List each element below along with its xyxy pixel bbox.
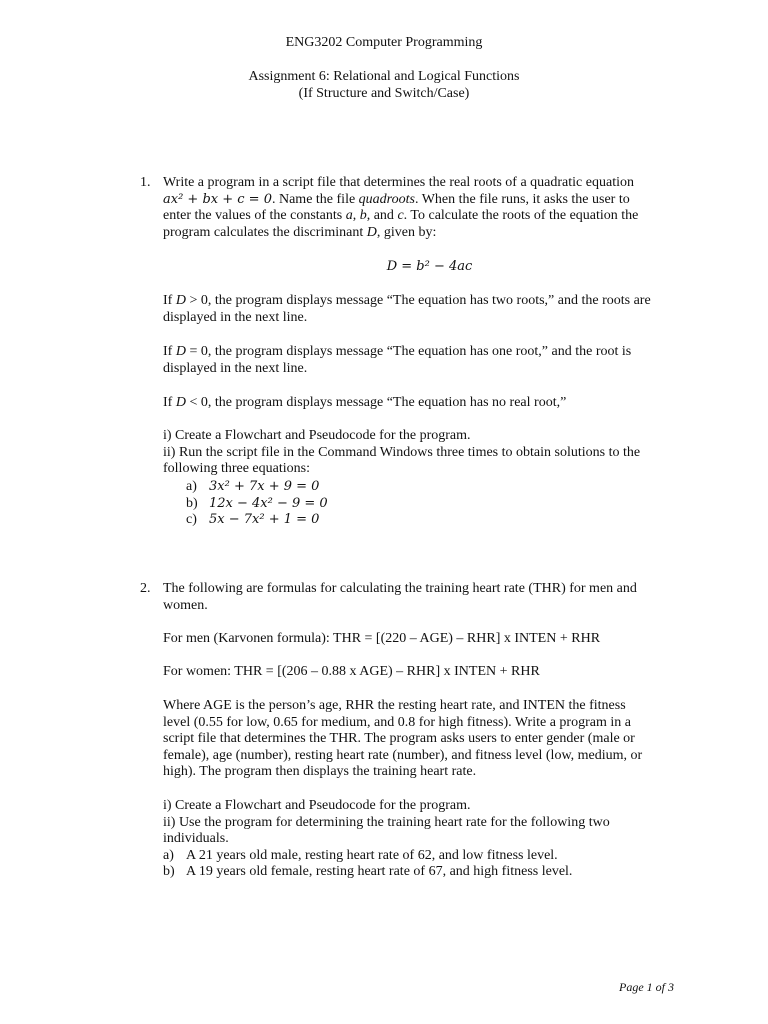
q2-task-ii-line-1: ii) Use the program for determining the training heart rate for the following two: [163, 814, 610, 830]
q2-para-line: script file that determines the THR. The program asks users to enter gender (male or: [163, 731, 635, 747]
quadratic-equation-inline: ax² + bx + c = 0: [163, 191, 272, 207]
case-3-text: < 0, the program displays message “The equation has no real root,”: [185, 395, 567, 410]
q1-line-4: [163, 225, 696, 242]
equation-item-b: [186, 496, 328, 513]
case-1-d: D: [175, 293, 186, 308]
case-1-line-2: displayed in the next line.: [163, 309, 308, 325]
case-1-if: If: [163, 293, 176, 308]
const-c: c: [397, 208, 404, 224]
case-d-negative: [163, 395, 696, 412]
question-2-number: 2.: [140, 581, 151, 596]
q2-description: [163, 698, 696, 781]
case-text: A 21 years old male, resting heart rate of 62, and low fitness level.: [186, 847, 558, 863]
page-number: Page 1 of 3: [619, 980, 674, 994]
q1-line-2-text-a: . Name the file: [271, 191, 359, 207]
equation-label: b): [186, 495, 198, 511]
q1-line-3-text-b: . To calculate the roots of the equation the: [403, 208, 639, 224]
and-text: , and: [366, 208, 398, 224]
equation-item-c: [186, 512, 328, 529]
question-1-number: 1.: [140, 175, 151, 190]
case-text: A 19 years old female, resting heart rate of 67, and high fitness level.: [186, 864, 573, 880]
equation-label: a): [186, 479, 197, 494]
q2-para-line: level (0.55 for low, 0.65 for medium, and 0.8 for high fitness). Write a program in a: [163, 714, 631, 730]
q1-line-2-text-b: . When the file runs, it asks the user to: [414, 191, 630, 207]
q2-task-i: i) Create a Flowchart and Pseudocode for the program.: [163, 798, 471, 813]
q2-task-ii-line-2: individuals.: [163, 831, 229, 847]
q1-line-3-text-a: enter the values of the constants: [163, 208, 346, 224]
discriminant-equation: [163, 259, 696, 275]
case-3-if: If: [163, 395, 176, 410]
const-b: b: [359, 208, 367, 224]
equation-list: [186, 479, 328, 529]
case-2-d: D: [175, 344, 186, 359]
q2-para-line: high). The program then displays the training heart rate.: [163, 764, 477, 780]
case-d-positive: [163, 293, 696, 326]
case-item-a: [163, 848, 696, 865]
discriminant-formula: D = b² − 4ac: [386, 259, 473, 274]
const-a: a: [345, 208, 353, 224]
q1-task-ii-line-2: following three equations:: [163, 461, 310, 477]
equation-label: c): [186, 512, 197, 528]
q2-para-line: Where AGE is the person’s age, RHR the resting heart rate, and INTEN the fitness: [163, 698, 626, 713]
assignment-title: Assignment 6: Relational and Logical Functions: [248, 69, 520, 84]
q1-line-3: [163, 208, 696, 225]
q1-line-1: Write a program in a script file that determines the real roots of a quadratic equation: [163, 175, 634, 190]
case-label: a): [163, 847, 174, 863]
case-3-d: D: [175, 395, 186, 410]
q2-intro-line-1: The following are formulas for calculating the training heart rate (THR) for men and: [163, 581, 637, 596]
q2-tasks: [163, 798, 696, 881]
case-1-text: > 0, the program displays message “The equation has two roots,” and the roots are: [185, 293, 651, 308]
q1-line-4-text-a: program calculates the discriminant: [163, 224, 367, 240]
q1-task-ii-line-1: ii) Run the script file in the Command Windows three times to obtain solutions to the: [163, 444, 641, 460]
women-formula: For women: THR = [(206 – 0.88 x AGE) – RHR] x INTEN + RHR: [163, 664, 540, 679]
course-title: ENG3202 Computer Programming: [285, 35, 483, 50]
comma: ,: [352, 208, 360, 224]
equation-item-a: [186, 479, 328, 496]
question-2-intro: [163, 581, 696, 614]
case-d-zero: [163, 344, 696, 377]
q1-line-4-text-b: , given by:: [376, 224, 437, 240]
case-3-line-1: [163, 395, 696, 412]
q1-task-i: i) Create a Flowchart and Pseudocode for the program.: [163, 428, 471, 443]
assignment-subtitle: (If Structure and Switch/Case): [298, 86, 470, 101]
q2-para-line: female), age (number), resting heart rate (number), and fitness level (low, medium, or: [163, 747, 643, 763]
case-2-if: If: [163, 344, 176, 359]
equation-text: 5x − 7x² + 1 = 0: [209, 512, 320, 528]
men-formula: For men (Karvonen formula): THR = [(220 – AGE) – RHR] x INTEN + RHR: [163, 631, 601, 646]
case-2-text: = 0, the program displays message “The equation has one root,” and the root is: [185, 344, 632, 359]
case-label: b): [163, 864, 175, 880]
question-1-intro: [163, 175, 696, 241]
equation-text: 12x − 4x² − 9 = 0: [209, 495, 328, 511]
case-2-line-2: displayed in the next line.: [163, 360, 308, 376]
discriminant-symbol: D: [366, 224, 377, 240]
case-item-b: [163, 864, 696, 881]
q1-tasks: [163, 428, 696, 478]
case-1-line-1: [163, 293, 696, 310]
equation-text: 3x² + 7x + 9 = 0: [209, 479, 320, 494]
q2-intro-line-2: women.: [163, 597, 208, 613]
case-2-line-1: [163, 344, 696, 361]
q1-line-2: [163, 192, 696, 209]
file-name: quadroots: [358, 191, 415, 207]
